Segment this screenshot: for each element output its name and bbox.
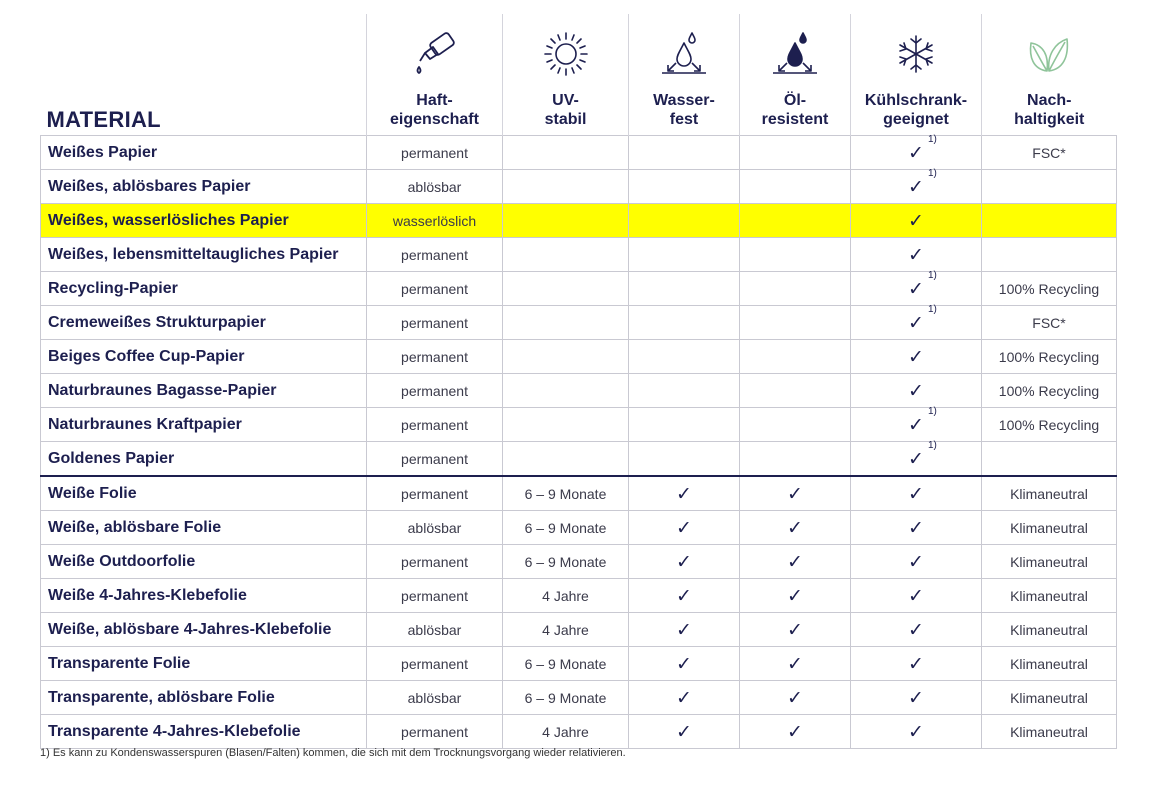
material-name: Beiges Coffee Cup-Papier [41, 340, 367, 374]
material-rows [41, 133, 1117, 749]
table-row [41, 715, 1117, 749]
cell-uv [503, 681, 629, 715]
cell-oel-value: ✓ [787, 584, 803, 607]
table-row [41, 374, 1117, 408]
cell-oel-value: ✓ [787, 720, 803, 743]
table-row [41, 613, 1117, 647]
material-name: Weißes, wasserlösliches Papier [41, 204, 367, 238]
cell-nach-value: 100% Recycling [998, 382, 1100, 399]
leaves-icon [1019, 31, 1079, 77]
cell-oel [740, 272, 851, 306]
cell-haft-value: permanent [401, 416, 468, 433]
col-wasser [629, 14, 740, 136]
cell-nach [982, 170, 1117, 204]
table-row [41, 408, 1117, 442]
footnote-mark: 1) [927, 439, 937, 451]
cell-oel-value: ✓ [787, 618, 803, 641]
material-name: Weiße, ablösbare Folie [41, 511, 367, 545]
col-kuehl [851, 14, 982, 136]
cell-kuehl [851, 269, 982, 306]
cell-haft-value: permanent [401, 382, 468, 399]
col-uv [503, 14, 629, 136]
material-name: Transparente, ablösbare Folie [41, 681, 367, 715]
col-uv-line1: UV- [552, 92, 579, 109]
cell-haft [367, 647, 503, 681]
cell-wasser [629, 613, 740, 647]
cell-uv [503, 238, 629, 272]
header-row [41, 14, 1117, 136]
cell-wasser [629, 511, 740, 545]
cell-uv [503, 545, 629, 579]
cell-nach [982, 715, 1117, 749]
table-row [41, 511, 1117, 545]
cell-kuehl [851, 374, 982, 408]
cell-wasser [629, 579, 740, 613]
material-heading: MATERIAL [46, 107, 161, 132]
glue-bottle-icon [405, 31, 465, 77]
cell-nach-value: Klimaneutral [1010, 485, 1088, 502]
cell-oel [740, 340, 851, 374]
cell-uv [503, 511, 629, 545]
cell-haft [367, 408, 503, 442]
cell-uv [503, 715, 629, 749]
material-name: Weißes Papier [41, 136, 367, 170]
cell-wasser [629, 340, 740, 374]
material-name: Naturbraunes Kraftpapier [41, 408, 367, 442]
cell-wasser [629, 204, 740, 238]
cell-uv-value: 6 – 9 Monate [524, 553, 607, 570]
table-row [41, 272, 1117, 306]
cell-uv-value: 4 Jahre [542, 723, 589, 740]
table-row [41, 238, 1117, 272]
cell-kuehl [851, 545, 982, 579]
material-name: Weiße, ablösbare 4-Jahres-Klebefolie [41, 613, 367, 647]
footnote-mark: 1) [927, 269, 937, 281]
cell-nach [982, 136, 1117, 170]
cell-kuehl [851, 439, 982, 477]
oil-drop-icon [765, 31, 825, 77]
cell-uv [503, 476, 629, 511]
cell-uv-value: 4 Jahre [542, 587, 589, 604]
cell-nach-value: 100% Recycling [998, 348, 1100, 365]
cell-wasser-value: ✓ [676, 550, 692, 573]
cell-kuehl [851, 715, 982, 749]
cell-oel [740, 715, 851, 749]
cell-oel [740, 647, 851, 681]
cell-oel-value: ✓ [787, 652, 803, 675]
cell-wasser-value: ✓ [676, 482, 692, 505]
cell-kuehl-value: ✓ [908, 447, 924, 470]
cell-wasser-value: ✓ [676, 652, 692, 675]
cell-wasser-value: ✓ [676, 618, 692, 641]
cell-kuehl-value: ✓ [908, 311, 924, 334]
cell-oel-value: ✓ [787, 550, 803, 573]
cell-kuehl-value: ✓ [908, 686, 924, 709]
cell-wasser [629, 442, 740, 477]
cell-uv-value: 6 – 9 Monate [524, 655, 607, 672]
table-row [41, 340, 1117, 374]
cell-kuehl-value: ✓ [908, 516, 924, 539]
cell-nach-value: Klimaneutral [1010, 723, 1088, 740]
cell-haft [367, 579, 503, 613]
cell-kuehl-value: ✓ [908, 209, 924, 232]
cell-wasser [629, 306, 740, 340]
col-haft-line1: Haft- [416, 92, 453, 109]
cell-wasser [629, 681, 740, 715]
cell-haft-value: permanent [401, 655, 468, 672]
col-haft [367, 14, 503, 136]
cell-uv [503, 442, 629, 477]
cell-kuehl-value: ✓ [908, 379, 924, 402]
cell-oel [740, 136, 851, 170]
col-kuehl-line2: geeignet [883, 111, 949, 128]
material-name: Weiße 4-Jahres-Klebefolie [41, 579, 367, 613]
cell-nach-value: FSC* [1032, 144, 1066, 161]
cell-nach-value: 100% Recycling [998, 416, 1100, 433]
cell-nach [982, 238, 1117, 272]
cell-nach-value: Klimaneutral [1010, 519, 1088, 536]
cell-haft [367, 340, 503, 374]
material-table-container [40, 14, 1116, 749]
cell-oel [740, 408, 851, 442]
col-wasser-line2: fest [669, 111, 699, 128]
cell-haft-value: permanent [401, 348, 468, 365]
cell-haft [367, 306, 503, 340]
cell-uv [503, 408, 629, 442]
cell-oel-value: ✓ [787, 686, 803, 709]
cell-wasser [629, 272, 740, 306]
cell-wasser [629, 408, 740, 442]
cell-kuehl [851, 476, 982, 511]
cell-nach-value: FSC* [1032, 314, 1066, 331]
col-oel-line2: resistent [761, 111, 829, 128]
cell-nach [982, 647, 1117, 681]
cell-haft [367, 238, 503, 272]
table-row [41, 136, 1117, 170]
cell-haft-value: ablösbar [407, 689, 462, 706]
col-uv-line2: stabil [544, 111, 587, 128]
col-oel-line1: Öl- [783, 92, 807, 109]
cell-wasser [629, 238, 740, 272]
cell-uv-value: 6 – 9 Monate [524, 519, 607, 536]
cell-nach-value: Klimaneutral [1010, 621, 1088, 638]
cell-haft-value: permanent [401, 723, 468, 740]
table-row [41, 647, 1117, 681]
col-kuehl-line1: Kühlschrank- [864, 92, 968, 109]
cell-kuehl-value: ✓ [908, 618, 924, 641]
cell-wasser-value: ✓ [676, 720, 692, 743]
cell-kuehl-value: ✓ [908, 141, 924, 164]
cell-kuehl [851, 133, 982, 170]
cell-nach [982, 476, 1117, 511]
cell-wasser [629, 715, 740, 749]
footnote: 1) Es kann zu Kondenswasserspuren (Blasen/Falten) kommen, die sich mit dem Trocknungsvorgang wieder relativieren. [40, 747, 626, 759]
cell-kuehl-value: ✓ [908, 277, 924, 300]
cell-nach [982, 613, 1117, 647]
material-name: Weiße Outdoorfolie [41, 545, 367, 579]
cell-uv [503, 204, 629, 238]
cell-kuehl [851, 613, 982, 647]
cell-nach [982, 579, 1117, 613]
cell-kuehl [851, 167, 982, 204]
footnote-mark: 1) [927, 167, 937, 179]
cell-kuehl [851, 405, 982, 442]
cell-kuehl-value: ✓ [908, 413, 924, 436]
cell-kuehl [851, 511, 982, 545]
cell-nach-value: Klimaneutral [1010, 655, 1088, 672]
material-name: Naturbraunes Bagasse-Papier [41, 374, 367, 408]
cell-haft-value: permanent [401, 280, 468, 297]
cell-haft [367, 272, 503, 306]
cell-haft-value: ablösbar [407, 178, 462, 195]
cell-haft-value: permanent [401, 144, 468, 161]
cell-kuehl-value: ✓ [908, 720, 924, 743]
cell-uv-value: 4 Jahre [542, 621, 589, 638]
cell-haft-value: ablösbar [407, 621, 462, 638]
cell-oel-value: ✓ [787, 482, 803, 505]
cell-wasser-value: ✓ [676, 516, 692, 539]
cell-uv [503, 306, 629, 340]
cell-haft [367, 511, 503, 545]
cell-oel [740, 613, 851, 647]
snowflake-icon [886, 31, 946, 77]
table-row [41, 681, 1117, 715]
cell-oel [740, 306, 851, 340]
cell-oel [740, 681, 851, 715]
material-name: Weiße Folie [41, 476, 367, 511]
cell-nach-value: 100% Recycling [998, 280, 1100, 297]
cell-haft-value: permanent [401, 314, 468, 331]
cell-nach [982, 408, 1117, 442]
table-row [41, 204, 1117, 238]
cell-haft [367, 442, 503, 477]
cell-uv [503, 579, 629, 613]
footnote-mark: 1) [927, 303, 937, 315]
cell-haft [367, 681, 503, 715]
cell-nach [982, 204, 1117, 238]
cell-uv [503, 136, 629, 170]
cell-wasser-value: ✓ [676, 584, 692, 607]
col-nach-line1: Nach- [1027, 92, 1072, 109]
cell-oel [740, 545, 851, 579]
cell-haft [367, 374, 503, 408]
cell-kuehl [851, 204, 982, 238]
cell-nach [982, 442, 1117, 477]
table-row [41, 545, 1117, 579]
material-name: Cremeweißes Strukturpapier [41, 306, 367, 340]
cell-haft [367, 545, 503, 579]
cell-haft [367, 136, 503, 170]
cell-nach [982, 545, 1117, 579]
col-nach [982, 14, 1117, 136]
material-name: Weißes, ablösbares Papier [41, 170, 367, 204]
footnote-mark: 1) [927, 133, 937, 145]
cell-nach [982, 374, 1117, 408]
cell-kuehl-value: ✓ [908, 652, 924, 675]
cell-nach [982, 340, 1117, 374]
cell-kuehl [851, 579, 982, 613]
cell-nach [982, 306, 1117, 340]
material-name: Recycling-Papier [41, 272, 367, 306]
table-row [41, 476, 1117, 511]
col-nach-line2: haltigkeit [1014, 111, 1085, 128]
cell-kuehl [851, 340, 982, 374]
col-oel [740, 14, 851, 136]
cell-kuehl-value: ✓ [908, 550, 924, 573]
cell-wasser [629, 476, 740, 511]
cell-oel-value: ✓ [787, 516, 803, 539]
cell-uv [503, 647, 629, 681]
cell-haft-value: permanent [401, 450, 468, 467]
cell-oel [740, 204, 851, 238]
cell-haft [367, 613, 503, 647]
cell-wasser [629, 136, 740, 170]
cell-nach [982, 511, 1117, 545]
cell-oel [740, 170, 851, 204]
cell-wasser [629, 545, 740, 579]
cell-kuehl [851, 303, 982, 340]
material-name: Transparente Folie [41, 647, 367, 681]
cell-oel [740, 374, 851, 408]
cell-nach [982, 681, 1117, 715]
material-table [40, 14, 1117, 749]
water-drop-icon [654, 31, 714, 77]
cell-haft-value: wasserlöslich [392, 212, 477, 229]
footnote-mark: 1) [927, 405, 937, 417]
material-name: Weißes, lebensmitteltaugliches Papier [41, 238, 367, 272]
cell-oel [740, 511, 851, 545]
cell-haft [367, 476, 503, 511]
cell-haft-value: ablösbar [407, 519, 462, 536]
cell-wasser [629, 170, 740, 204]
table-row [41, 579, 1117, 613]
cell-kuehl-value: ✓ [908, 345, 924, 368]
table-row [41, 170, 1117, 204]
cell-kuehl [851, 647, 982, 681]
cell-uv [503, 272, 629, 306]
cell-uv [503, 374, 629, 408]
cell-kuehl [851, 238, 982, 272]
cell-nach-value: Klimaneutral [1010, 689, 1088, 706]
cell-haft-value: permanent [401, 553, 468, 570]
cell-kuehl [851, 681, 982, 715]
cell-wasser-value: ✓ [676, 686, 692, 709]
table-row [41, 306, 1117, 340]
cell-kuehl-value: ✓ [908, 482, 924, 505]
col-wasser-line1: Wasser- [653, 92, 715, 109]
cell-uv-value: 6 – 9 Monate [524, 689, 607, 706]
table-row [41, 442, 1117, 477]
cell-wasser [629, 374, 740, 408]
cell-kuehl-value: ✓ [908, 584, 924, 607]
cell-oel [740, 238, 851, 272]
col-haft-line2: eigenschaft [390, 111, 479, 128]
cell-haft-value: permanent [401, 246, 468, 263]
cell-nach [982, 272, 1117, 306]
sun-icon [536, 31, 596, 77]
cell-kuehl-value: ✓ [908, 175, 924, 198]
cell-nach-value: Klimaneutral [1010, 587, 1088, 604]
cell-kuehl-value: ✓ [908, 243, 924, 266]
cell-uv [503, 613, 629, 647]
cell-uv [503, 340, 629, 374]
cell-oel [740, 476, 851, 511]
cell-haft [367, 170, 503, 204]
cell-haft-value: permanent [401, 485, 468, 502]
material-name: Goldenes Papier [41, 442, 367, 477]
cell-nach-value: Klimaneutral [1010, 553, 1088, 570]
material-name: Transparente 4-Jahres-Klebefolie [41, 715, 367, 749]
cell-wasser [629, 647, 740, 681]
cell-uv [503, 170, 629, 204]
cell-uv-value: 6 – 9 Monate [524, 485, 607, 502]
cell-haft [367, 715, 503, 749]
cell-haft-value: permanent [401, 587, 468, 604]
cell-oel [740, 579, 851, 613]
cell-oel [740, 442, 851, 477]
cell-haft [367, 204, 503, 238]
